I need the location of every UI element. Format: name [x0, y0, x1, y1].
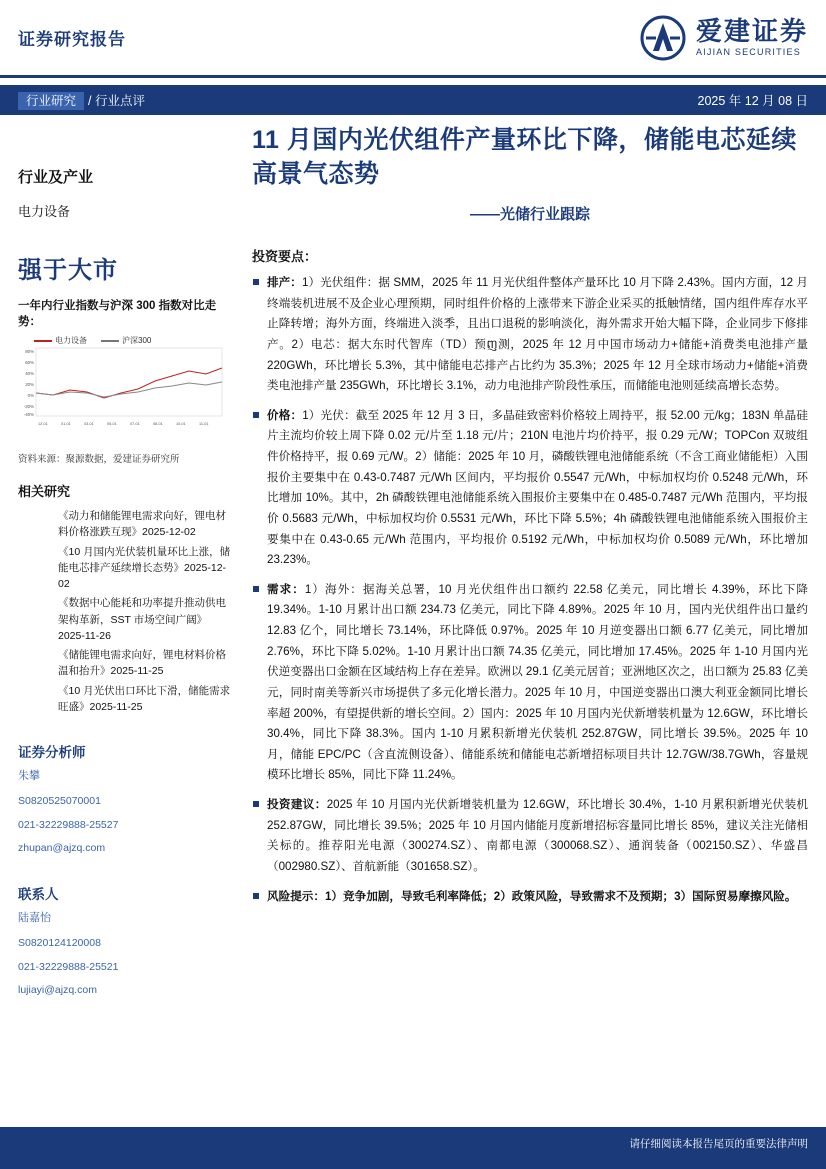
- report-kind-label: 证券研究报告: [18, 30, 126, 49]
- legend-item-csi300: 沪深300: [101, 335, 151, 346]
- svg-text:-20%: -20%: [23, 404, 34, 409]
- list-item: [252, 887, 808, 908]
- svg-text:0%: 0%: [27, 393, 34, 398]
- chart-title: 一年内行业指数与沪深 300 指数对比走势：: [18, 300, 217, 328]
- related-research-title: 相关研究: [18, 484, 71, 499]
- bullet-text: 2025 年 10 月国内光伏新增装机量为 12.6GW，环比增长 30.4%，1-10 月累积新增光伏装机 252.87GW，同比增长 39.5%；2025 年 10 月国内储能月度新增招标容量同比增长 85%，建议关注光储相关标的。推荐阳光电源（300274.SZ）、南都电源（300068.SZ）、通润装备（002150.SZ）、华盛昌（002980.SZ）、首航新能（301658.SZ）。: [267, 798, 808, 873]
- chart-plot-area: [18, 346, 224, 432]
- svg-text:03-01: 03-01: [84, 422, 94, 426]
- report-date: 2025 年 12 月 08 日: [697, 94, 808, 108]
- bullet-text: 1）海外：据海关总署，10 月光伏组件出口额约 22.58 亿美元，同比增长 4.39%，环比下降 19.34%。1-10 月累计出口额 234.73 亿美元，同比下降 4.89%。2025 年 10 月，国内光伏组件出口量约 12.83 亿个，同比增长 73.14%，环比降低 0.97%。2025 年 10 月逆变器出口额 6.77 亿美元，同比增加 2.76%，环比下降 5.02%。1-10 月累计出口额 74.35 亿美元，同比增加 17.45%。2025 年 1-10 月国内光伏逆变器出口金额在区域结构上存在差异。欧洲以 29.1 亿美元居首；亚洲地区次之，出口额为 25.83 亿美元，同时南美等新兴市场提供了多元化增长潜力。2025 年 10 月，中国逆变器出口澳大利亚金额同比增长率超 200%，有望提供新的增长空间。2）国内：2025 年 10 月国内光伏新增装机量为 12.6GW，环比增长 30.4%，同比下降 38.3%。国内 1-10 月累积新增光伏装机 252.87GW，同比增长 39.5%。2025 年 10 月，储能 EPC/PC（含直流侧设备）、储能系统和储能电芯新增招标项目共计 12.7GW/38.7GWh，容量规模环比增长 85%，同比下降 11.24%。: [267, 582, 808, 782]
- svg-text:80%: 80%: [25, 349, 34, 354]
- analyst-email[interactable]: zhupan@ajzq.com: [18, 842, 106, 855]
- bullet-text: 1）光伏：截至 2025 年 12 月 3 日，多晶硅致密料价格较上周持平，报 52.00 元/kg；183N 单晶硅片主流均价较上周下降 0.02 元/片至 1.18 元/片；210N 电池片均价持平，报 0.29 元/W；TOPCon 双玻组件价格持平，报 0.69 元/W。2）储能：2025 年 10 月，磷酸铁锂电池储能系统（不含工商业储能柜）入围报价主要集中在 0.43-0.7487 元/Wh 区间内，平均报价 0.5547 元/Wh，中标加权均价 0.5248 元/Wh，环比增加 10%。其中，2h 磷酸铁锂电池储能系统入围报价主要集中在 0.485-0.7487 元/Wh 范围内，平均报价 0.5683 元/Wh，中标加权均价 0.5531 元/Wh，环比下降 5.5%；4h 磷酸铁锂电池储能系统入围报价主要集中在 0.43-0.65 元/Wh 范围内，平均报价 0.5192 元/Wh，中标加权均价 0.5089 元/Wh，环比增加 23.23%。: [267, 408, 808, 567]
- svg-text:01-01: 01-01: [61, 422, 71, 426]
- footer-disclaimer: 请仔细阅读本报告尾页的重要法律声明: [629, 1138, 808, 1150]
- brand-text: [695, 15, 808, 58]
- contact-email[interactable]: lujiayi@ajzq.com: [18, 984, 97, 997]
- svg-text:20%: 20%: [25, 382, 34, 387]
- list-item[interactable]: 《动力和储能锂电需求向好，锂电材料价格涨跌互现》2025-12-02: [58, 510, 226, 539]
- main-content: [252, 124, 808, 916]
- contact-license: S0820124120008: [18, 936, 101, 949]
- list-item: [252, 580, 808, 786]
- analyst-phone: 021-32229888-25527: [18, 818, 119, 831]
- brand-name-cn: 爱建证券: [695, 15, 808, 46]
- ribbon-categories: [18, 91, 145, 109]
- document-footer: [0, 1127, 826, 1169]
- bullet-label: 价格：: [267, 408, 303, 422]
- index-comparison-chart: [18, 335, 224, 443]
- sector-label: 行业及产业: [18, 169, 94, 186]
- page-subtitle: ——光储行业跟踪: [469, 206, 590, 223]
- list-item[interactable]: 《数据中心能耗和功率提升推动供电架构革新，SST 市场空间广阔》2025-11-26: [58, 597, 226, 642]
- category-ribbon: [0, 85, 826, 115]
- svg-text:07-01: 07-01: [130, 422, 140, 426]
- chart-legend: [18, 335, 224, 346]
- ribbon-tag-industry-comment: 行业点评: [94, 94, 145, 108]
- legend-item-power-equipment: 电力设备: [34, 335, 87, 346]
- page-title: 11 月国内光伏组件产量环比下降，储能电芯延续高景气态势: [252, 126, 797, 188]
- list-item: [252, 406, 808, 571]
- related-research-list: [18, 508, 232, 715]
- bullet-label: 需求：: [267, 582, 305, 596]
- sector-value: 电力设备: [18, 204, 71, 219]
- brand-name-en: AIJIAN SECURITIES: [695, 46, 801, 57]
- ribbon-separator: /: [88, 94, 92, 108]
- contact-name: 陆嘉怡: [18, 912, 51, 925]
- analyst-license: S0820525070001: [18, 794, 101, 807]
- contact-block: [18, 883, 232, 999]
- section-title-investment-points: 投资要点：: [252, 249, 318, 264]
- investment-points-list: [252, 273, 808, 907]
- bullet-text: 1）竞争加剧，导致毛利率降低；2）政策风险，导致需求不及预期；3）国际贸易摩擦风险。: [324, 889, 797, 903]
- svg-text:-40%: -40%: [23, 412, 34, 417]
- list-item: [252, 273, 808, 397]
- contact-title: 联系人: [18, 887, 59, 903]
- svg-text:11-01: 11-01: [199, 422, 209, 426]
- list-item[interactable]: 《10 月光伏出口环比下滑，储能需求旺盛》2025-11-25: [58, 684, 231, 713]
- svg-text:08-01: 08-01: [153, 422, 163, 426]
- list-item[interactable]: 《储能锂电需求向好，锂电材料价格温和抬升》2025-11-25: [58, 649, 226, 678]
- brand-block: [640, 15, 808, 61]
- svg-text:05-01: 05-01: [107, 422, 117, 426]
- bullet-text: 1）光伏组件：据 SMM，2025 年 11 月光伏组件整体产量环比 10 月下降 2.43%。国内方面，12 月终端装机进展不及企业心理预期，同时组件价格的上涨带来下游企业采买的抵触情绪，国内组件库存水平止降转增；海外方面，终端进入淡季，且出口退税的影响淡化，海外需求开始大幅下降，企业同步下修排产。2）电芯：据大东时代智库（TD）预ញ测，2025 年 12 月中国市场动力+储能+消费类电池排产量 220GWh，环比增长 5.3%，其中储能电芯排产占比约为 35.3%；2025 年 12 月全球市场动力+储能+消费类电池排产量 235GWh，环比增长 3.1%，动力电池排产阶段性承压，而储能电池则延续高增长态势。: [267, 276, 808, 393]
- bullet-label: 风险提示：: [267, 889, 325, 903]
- left-sidebar: [18, 128, 232, 999]
- rating-badge: 强于大市: [18, 257, 118, 284]
- svg-text:60%: 60%: [25, 360, 34, 365]
- contact-phone: 021-32229888-25521: [18, 960, 119, 973]
- svg-text:40%: 40%: [25, 371, 34, 376]
- analyst-title: 证券分析师: [18, 745, 86, 761]
- triangle-a-logo-icon: [640, 15, 686, 61]
- bullet-label: 排产：: [267, 276, 302, 289]
- list-item: [252, 795, 808, 878]
- analyst-block: [18, 741, 232, 857]
- analyst-name: 朱攀: [18, 770, 40, 783]
- chart-source-note: 资料来源：聚源数据，爱建证券研究所: [18, 454, 180, 465]
- document-header: [0, 0, 826, 78]
- svg-text:10-01: 10-01: [176, 422, 186, 426]
- list-item[interactable]: 《10 月国内光伏装机量环比上涨，储能电芯排产延续增长态势》2025-12-02: [58, 545, 231, 591]
- svg-text:12-01: 12-01: [38, 422, 48, 426]
- ribbon-tag-industry-research: 行业研究: [18, 92, 84, 110]
- bullet-label: 投资建议：: [267, 798, 327, 811]
